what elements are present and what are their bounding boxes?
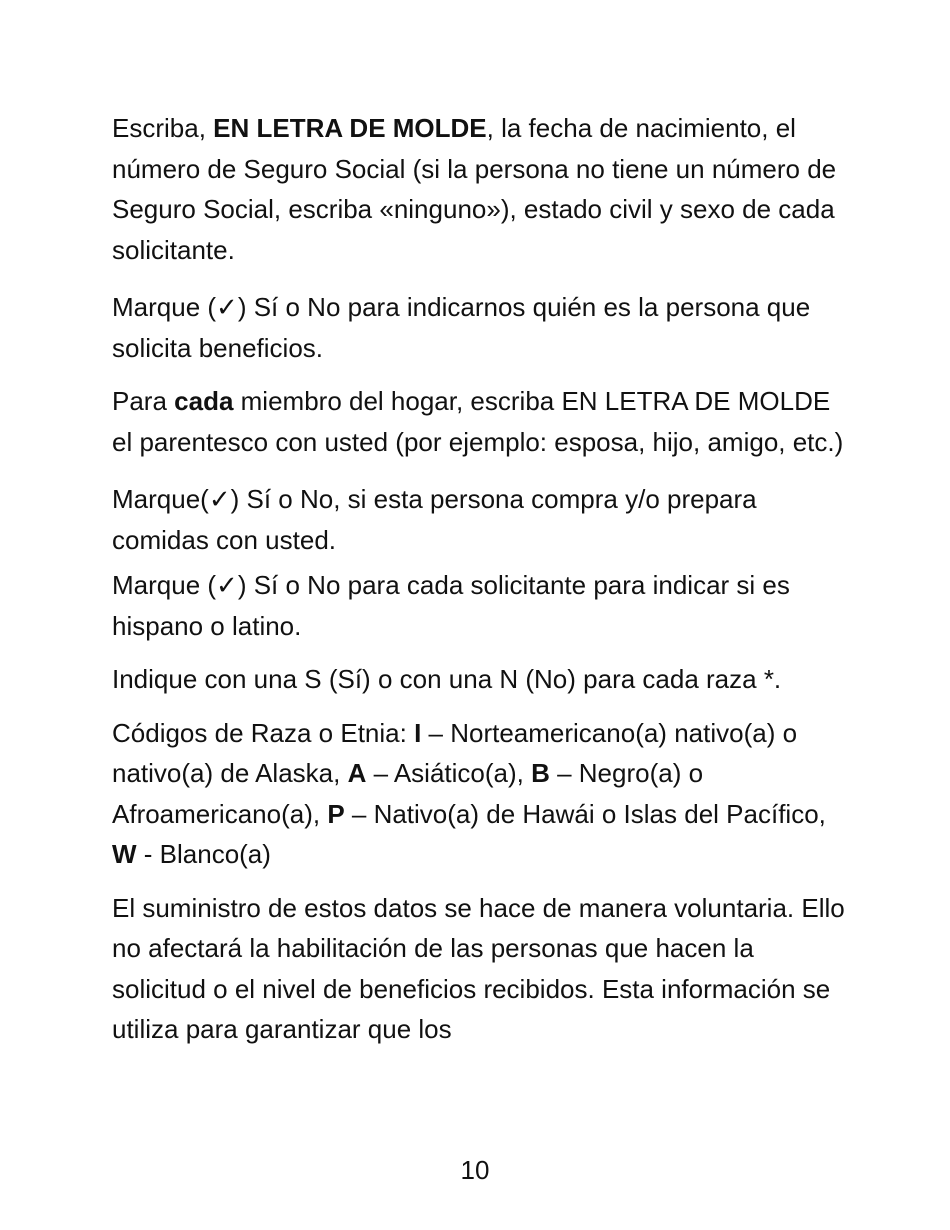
race-code-a: A (347, 758, 367, 788)
instruction-race (112, 659, 852, 700)
race-code-p: P (327, 798, 345, 829)
text-run: El suministro de estos datos se hace de manera voluntaria. Ello no afectará la habilitación de las personas que hacen la solicitud o el nivel de beneficios recibidos. Esta información se utiliza para garantizar que los (112, 892, 845, 1044)
emphasis-text: EN LETRA DE MOLDE (213, 113, 487, 143)
race-code-i: I (414, 717, 422, 748)
instruction-birthdate-ssn (112, 108, 852, 270)
instruction-applicant (112, 287, 852, 368)
page-number: 10 (460, 1155, 490, 1185)
text-run: Códigos de Raza o Etnia: (112, 717, 415, 748)
text-run: Marque (✓) Sí o No para indicarnos quién es la persona que solicita beneficios. (112, 292, 811, 363)
instruction-hispanic (112, 565, 852, 646)
emphasis-text: cada (174, 386, 234, 416)
text-run: , la fecha de nacimiento, el número de Seguro Social (si la persona no tiene un número de Seguro Social, escriba «ninguno»), estado civil y sexo de cada solicitante. (112, 113, 837, 265)
text-run: miembro del hogar, escriba EN LETRA DE MOLDE el parentesco con usted (por ejemplo: esposa, hijo, amigo, etc.) (112, 386, 844, 457)
text-run: Para (112, 386, 175, 416)
instruction-relationship (112, 381, 852, 462)
text-run: Marque (✓) Sí o No para cada solicitante para indicar si es hispano o latino. (112, 570, 790, 641)
text-run: – Negro(a) o Afroamericano(a), (112, 758, 704, 829)
text-run: Indique con una S (Sí) o con una N (No) para cada raza *. (112, 664, 782, 694)
text-run: – Norteamericano(a) nativo(a) o nativo(a) de Alaska, (112, 717, 798, 788)
text-run: - Blanco(a) (136, 839, 271, 869)
text-run: Escriba, (112, 113, 214, 143)
race-ethnicity-codes (112, 713, 852, 875)
instructions-body (112, 108, 852, 1050)
race-code-b: B (531, 758, 550, 788)
text-run: Marque(✓) Sí o No, si esta persona compra y/o prepara comidas con usted. (112, 484, 757, 555)
instruction-meals (112, 479, 852, 560)
voluntary-disclosure-notice (112, 888, 852, 1050)
text-run: – Nativo(a) de Hawái o Islas del Pacífico, (344, 798, 826, 829)
race-code-w: W (112, 839, 137, 869)
text-run: – Asiático(a), (366, 758, 532, 788)
